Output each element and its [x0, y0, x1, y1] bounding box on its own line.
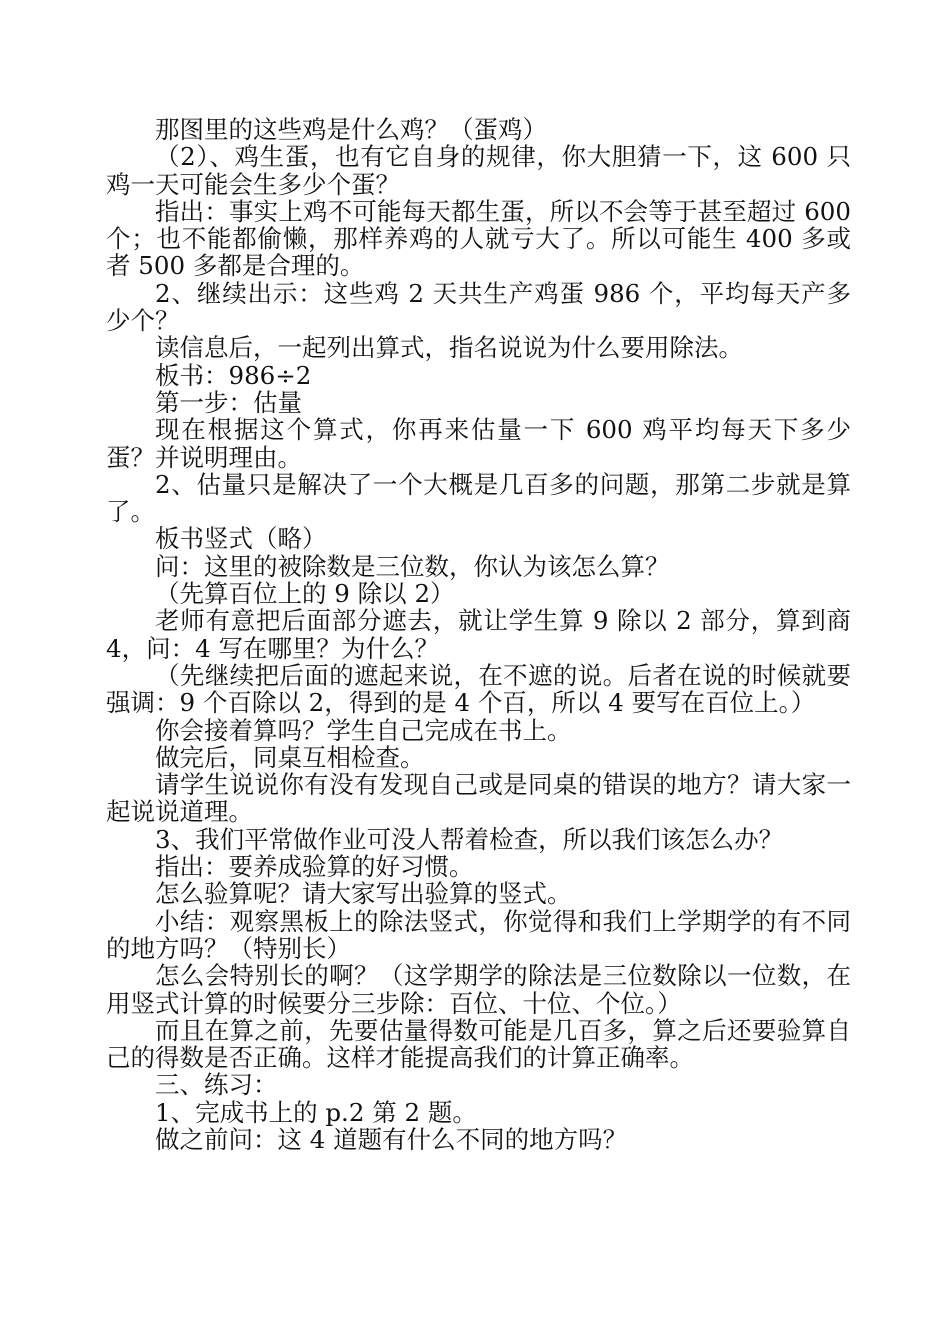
- paragraph: （2）、鸡生蛋，也有它自身的规律，你大胆猜一下，这 600 只鸡一天可能会生多少个蛋？: [106, 142, 851, 199]
- paragraph: 1、完成书上的 p.2 第 2 题。: [155, 1097, 477, 1127]
- paragraph: 怎么验算呢？请大家写出验算的竖式。: [155, 879, 572, 909]
- paragraph: 怎么会特别长的啊？（这学期学的除法是三位数除以一位数，在用竖式计算的时候要分三步除：百位、十位、个位。）: [106, 961, 851, 1018]
- paragraph: 2、估量只是解决了一个大概是几百多的问题，那第二步就是算了。: [106, 469, 851, 527]
- paragraph: 请学生说说你有没有发现自己或是同桌的错误的地方？请大家一起说说道理。: [106, 770, 851, 827]
- paragraph: 指出：要养成验算的好习惯。: [155, 852, 474, 882]
- paragraph: 你会接着算吗？学生自己完成在书上。: [155, 715, 572, 745]
- paragraph: 小结：观察黑板上的除法竖式，你觉得和我们上学期学的有不同的地方吗？（特别长）: [106, 906, 851, 963]
- paragraph: 3、我们平常做作业可没人帮着检查，所以我们该怎么办？: [155, 824, 784, 854]
- paragraph: 板书：986÷2: [155, 360, 312, 390]
- paragraph: 指出：事实上鸡不可能每天都生蛋，所以不会等于甚至超过 600 个；也不能都偷懒，那样养鸡的人就亏大了。所以可能生 400 多或者 500 多都是合理的。: [106, 196, 851, 281]
- paragraph: 那图里的这些鸡是什么鸡？（蛋鸡）: [155, 115, 547, 144]
- paragraph: 问：这里的被除数是三位数，你认为该怎么算？: [155, 551, 670, 581]
- paragraph: （先算百位上的 9 除以 2）: [155, 579, 455, 609]
- paragraph: 做完后，同桌互相检查。: [155, 742, 425, 772]
- paragraph: 2、继续出示：这些鸡 2 天共生产鸡蛋 986 个，平均每天产多少个？: [106, 278, 851, 336]
- paragraph: 现在根据这个算式，你再来估量一下 600 鸡平均每天下多少蛋？并说明理由。: [106, 415, 851, 472]
- paragraph: 做之前问：这 4 道题有什么不同的地方吗？: [155, 1124, 628, 1154]
- paragraph: 而且在算之前，先要估量得数可能是几百多，算之后还要验算自己的得数是否正确。这样才能提高我们的计算正确率。: [106, 1015, 851, 1073]
- paragraph: （先继续把后面的遮起来说，在不遮的说。后者在说的时候就要强调：9 个百除以 2，得到的是 4 个百，所以 4 要写在百位上。）: [106, 660, 851, 718]
- paragraph: 第一步：估量: [155, 387, 302, 417]
- paragraph: 老师有意把后面部分遮去，就让学生算 9 除以 2 部分，算到商 4，问：4 写在哪里？为什么？: [106, 606, 851, 663]
- document-body: [106, 116, 851, 1153]
- paragraph: 读信息后，一起列出算式，指名说说为什么要用除法。: [155, 333, 743, 363]
- paragraph: 三、练习：: [155, 1070, 278, 1100]
- paragraph: 板书竖式（略）: [155, 524, 327, 554]
